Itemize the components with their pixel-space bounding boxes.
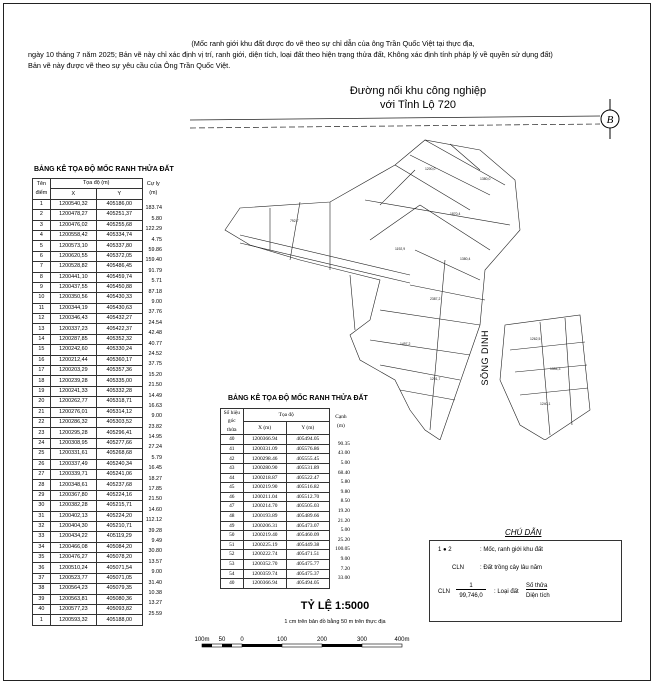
svg-text:1200,0: 1200,0 — [425, 167, 436, 171]
note-line-2: ngày 10 tháng 7 năm 2025; Bản vẽ này chỉ xác định vị trí, ranh giới, diện tích, loại đất theo hiện trạng thửa đất, Không xác định tính pháp lý về quyền sử dụng đất) — [28, 50, 553, 59]
segment-distance — [329, 583, 352, 593]
table1-header-coord: Tọa độ (m) — [50, 179, 142, 189]
segment-distance: 14.49 — [148, 392, 162, 399]
coord-x: 1200359.74 — [243, 569, 286, 579]
coord-y: 405337,80 — [96, 241, 142, 251]
table-row — [33, 199, 165, 209]
table1-header-x: X — [50, 189, 96, 199]
coord-x: 1200523,77 — [50, 573, 96, 583]
coord-x: 1200331,61 — [50, 449, 96, 459]
segment-distance: 100.05 — [335, 546, 350, 553]
table1-header-point: Tên điểm — [33, 179, 51, 200]
coord-y: 405334,74 — [96, 230, 142, 240]
svg-text:1201,7: 1201,7 — [430, 377, 441, 381]
segment-distance: 21.50 — [148, 382, 162, 389]
coord-y: 405188,00 — [96, 615, 142, 625]
segment-distance: 90.35 — [337, 440, 350, 447]
point-id: 36 — [33, 563, 51, 573]
segment-distance: 19.20 — [337, 507, 350, 514]
scale-bar-segments — [202, 644, 402, 647]
coord-y: 405512.70 — [286, 492, 329, 502]
point-id: 13 — [33, 324, 51, 334]
point-id: 40 — [221, 579, 244, 589]
point-id: 37 — [33, 573, 51, 583]
point-id: 3 — [33, 220, 51, 230]
segment-distance — [142, 619, 164, 629]
point-id: 52 — [221, 550, 244, 560]
coord-x: 1200563,81 — [50, 594, 96, 604]
coord-y: 405241,06 — [96, 469, 142, 479]
segment-distance: 9.49 — [151, 537, 162, 544]
coord-y: 405460.09 — [286, 531, 329, 541]
coord-y: 405471.51 — [286, 550, 329, 560]
note-line-3: Bản vẽ này được vẽ theo sự yêu cầu của Ông Trần Quốc Việt. — [28, 61, 231, 70]
survey-notes — [28, 38, 638, 71]
point-id: 42 — [221, 454, 244, 464]
table2-header-y: Y (m) — [286, 422, 329, 435]
coord-x: 1200346,43 — [50, 314, 96, 324]
coord-y: 405430,33 — [96, 293, 142, 303]
segment-distance: 5.80 — [340, 479, 350, 486]
segment-distance: 24.52 — [148, 350, 162, 357]
coord-y: 405071,54 — [96, 563, 142, 573]
legend-landtype-text: : Loại đất — [494, 589, 519, 595]
coord-x: 1200337,23 — [50, 324, 96, 334]
scale-tick-2: 0 — [240, 637, 244, 643]
coord-x: 1200540,32 — [50, 199, 96, 209]
coord-y: 405268,68 — [96, 449, 142, 459]
point-id: 54 — [221, 569, 244, 579]
point-id: 40 — [33, 605, 51, 615]
north-arrow-icon — [596, 99, 624, 139]
segment-distance: 59.86 — [148, 247, 162, 254]
coord-y: 405296,41 — [96, 428, 142, 438]
coord-y: 405186,00 — [96, 199, 142, 209]
svg-text:1394,3: 1394,3 — [550, 367, 561, 371]
segment-distance: 16.63 — [148, 402, 162, 409]
point-id: 28 — [33, 480, 51, 490]
coord-x: 1200402,13 — [50, 511, 96, 521]
coord-x: 1200437,55 — [50, 282, 96, 292]
coordinate-table-2 — [220, 408, 352, 589]
coord-x: 1200193.89 — [243, 511, 286, 521]
coord-x: 1200280.90 — [243, 464, 286, 474]
coord-y: 405494.05 — [286, 579, 329, 589]
scale-tick-5: 300 — [356, 637, 368, 643]
segment-distance: 122.29 — [145, 226, 162, 233]
table2-title: BẢNG KÊ TỌA ĐỘ MỐC RANH THỬA ĐẤT — [228, 395, 368, 402]
point-id: 2 — [33, 210, 51, 220]
coord-x: 1200558,42 — [50, 230, 96, 240]
segment-distance: 25.20 — [337, 536, 350, 543]
coord-x: 1200510,24 — [50, 563, 96, 573]
point-id: 19 — [33, 386, 51, 396]
coord-y: 405357,36 — [96, 366, 142, 376]
svg-text:1380,4: 1380,4 — [460, 257, 471, 261]
coord-x: 1200295,28 — [50, 428, 96, 438]
segment-distance: 30.80 — [148, 548, 162, 555]
point-id: 31 — [33, 511, 51, 521]
point-id: 15 — [33, 345, 51, 355]
coord-y: 405318,71 — [96, 397, 142, 407]
point-id: 51 — [221, 540, 244, 550]
coord-y: 405078,20 — [96, 553, 142, 563]
coord-y: 405303,52 — [96, 417, 142, 427]
coord-x: 1200367,80 — [50, 490, 96, 500]
coord-y: 405079,35 — [96, 584, 142, 594]
coord-y: 405360,17 — [96, 355, 142, 365]
coord-y: 405332,28 — [96, 386, 142, 396]
point-id: 53 — [221, 559, 244, 569]
legend-cln-symbol: CLN — [452, 565, 465, 571]
coord-x: 1200350,56 — [50, 293, 96, 303]
note-line-1: (Mốc ranh giới khu đất được đo vẽ theo sự chỉ dẫn của ông Trần Quốc Việt tại thực địa, — [191, 39, 475, 48]
coord-x: 1200262,77 — [50, 397, 96, 407]
point-id: 27 — [33, 469, 51, 479]
svg-text:1240,1: 1240,1 — [540, 402, 551, 406]
coord-x: 1200466,08 — [50, 542, 96, 552]
coord-y: 405240,34 — [96, 459, 142, 469]
coord-x: 1200434,22 — [50, 532, 96, 542]
point-id: 8 — [33, 272, 51, 282]
coord-x: 1200337,49 — [50, 459, 96, 469]
coord-x: 1200339,71 — [50, 469, 96, 479]
point-id: 48 — [221, 511, 244, 521]
coord-x: 1200276,01 — [50, 407, 96, 417]
svg-text:1192,9: 1192,9 — [395, 247, 406, 251]
table2-header-coord: Tọa độ — [243, 409, 329, 422]
coord-x: 1200476,02 — [50, 220, 96, 230]
point-id: 20 — [33, 397, 51, 407]
segment-distance: 68.40 — [337, 469, 350, 476]
scale-tick-4: 200 — [316, 637, 328, 643]
coordinate-table-1 — [32, 178, 164, 626]
coord-x: 1200219.90 — [243, 483, 286, 493]
parcel-numbers — [290, 167, 560, 406]
segment-distance: 18.27 — [148, 475, 162, 482]
point-id: 38 — [33, 584, 51, 594]
table2-header-point: Số hiệu góc thửa — [221, 409, 244, 435]
coord-x: 1200344,19 — [50, 303, 96, 313]
coord-x: 1200366.94 — [243, 435, 286, 445]
coord-y: 405432,27 — [96, 314, 142, 324]
table2-body — [221, 435, 353, 589]
coord-y: 405215,71 — [96, 501, 142, 511]
coord-x: 1200348,61 — [50, 480, 96, 490]
segment-distance: 7.20 — [340, 565, 350, 572]
scale-tick-0: 100m — [194, 637, 210, 643]
point-id: 50 — [221, 531, 244, 541]
coord-y: 405210,71 — [96, 521, 142, 531]
table2-header-dist: Cạnh (m) — [335, 414, 347, 429]
segment-distance: 9.00 — [151, 569, 162, 576]
coord-x: 1200241,33 — [50, 386, 96, 396]
coord-x: 1200211.04 — [243, 492, 286, 502]
scale-bar — [192, 632, 442, 656]
segment-distance: 16.45 — [148, 465, 162, 472]
table2-header-x: X (m) — [243, 422, 286, 435]
coord-y: 405430,63 — [96, 303, 142, 313]
svg-text:2387,2: 2387,2 — [430, 297, 441, 301]
point-id: 22 — [33, 417, 51, 427]
segment-distance: 39.28 — [148, 527, 162, 534]
coord-x: 1200476,27 — [50, 553, 96, 563]
point-id: 33 — [33, 532, 51, 542]
point-id: 11 — [33, 303, 51, 313]
coord-y: 405459,74 — [96, 272, 142, 282]
svg-text:1497,2: 1497,2 — [400, 342, 411, 346]
segment-distance: 112.12 — [145, 517, 162, 524]
segment-distance: 40.77 — [148, 340, 162, 347]
coord-y: 405071,05 — [96, 573, 142, 583]
scale-note: 1 cm trên bản đồ bằng 50 m trên thực địa — [284, 619, 386, 625]
segment-distance: 27.24 — [148, 444, 162, 451]
segment-distance: 25.59 — [148, 610, 162, 617]
point-id: 6 — [33, 251, 51, 261]
coord-x: 1200298.46 — [243, 454, 286, 464]
coord-x: 1200203,29 — [50, 366, 96, 376]
table1-header-y: Y — [96, 189, 142, 199]
coord-x: 1200222.74 — [243, 550, 286, 560]
point-id: 14 — [33, 334, 51, 344]
coord-x: 1200404,30 — [50, 521, 96, 531]
segment-distance: 9.00 — [151, 413, 162, 420]
coord-x: 1200352.70 — [243, 559, 286, 569]
point-id: 25 — [33, 449, 51, 459]
table1-title: BẢNG KÊ TỌA ĐỘ MỐC RANH THỬA ĐẤT — [34, 166, 174, 173]
coord-y: 405277,66 — [96, 438, 142, 448]
point-id: 29 — [33, 490, 51, 500]
table1-header-dist: Cự ly (m) — [146, 180, 160, 196]
segment-distance: 24.54 — [148, 319, 162, 326]
coord-y: 405505.03 — [286, 502, 329, 512]
coord-x: 1200366.94 — [243, 579, 286, 589]
legend-fraction-bottom: 99,746,0 — [459, 593, 483, 599]
legend-area: Diện tích — [526, 593, 550, 599]
coord-x: 1200286,32 — [50, 417, 96, 427]
coord-x: 1200528,82 — [50, 262, 96, 272]
point-id: 16 — [33, 355, 51, 365]
svg-text:1380,0: 1380,0 — [480, 177, 491, 181]
point-id: 26 — [33, 459, 51, 469]
coord-y: 405555.45 — [286, 454, 329, 464]
coord-y: 405422,37 — [96, 324, 142, 334]
point-id: 17 — [33, 366, 51, 376]
point-id: 18 — [33, 376, 51, 386]
legend-title: CHÚ DẪN — [505, 528, 542, 537]
coord-x: 1200564,23 — [50, 584, 96, 594]
point-id: 32 — [33, 521, 51, 531]
point-id: 49 — [221, 521, 244, 531]
point-id: 40 — [221, 435, 244, 445]
point-id: 10 — [33, 293, 51, 303]
point-id: 41 — [221, 444, 244, 454]
east-parcel-area — [500, 315, 590, 440]
segment-distance: 5.00 — [340, 460, 350, 466]
river-label: SÔNG DINH — [480, 330, 490, 386]
segment-distance: 14.60 — [148, 506, 162, 513]
point-id: 12 — [33, 314, 51, 324]
coord-y: 405475.77 — [286, 559, 329, 569]
point-id: 23 — [33, 428, 51, 438]
segment-distance: 37.76 — [148, 309, 162, 316]
scale-tick-3: 100 — [276, 637, 288, 643]
coord-x: 1200242,60 — [50, 345, 96, 355]
segment-distance: 33.00 — [337, 575, 350, 582]
point-id: 21 — [33, 407, 51, 417]
coord-x: 1200382,28 — [50, 501, 96, 511]
coord-y: 405473.07 — [286, 521, 329, 531]
coord-y: 405224,20 — [96, 511, 142, 521]
coord-y: 405494.05 — [286, 435, 329, 445]
coord-y: 405576.86 — [286, 444, 329, 454]
coord-y: 405080,36 — [96, 594, 142, 604]
legend-landtype-symbol: CLN — [438, 589, 451, 595]
coord-y: 405224,16 — [96, 490, 142, 500]
segment-distance: 5.79 — [151, 454, 162, 461]
coord-x: 1200239,28 — [50, 376, 96, 386]
segment-distance: 15.20 — [148, 371, 162, 378]
point-id: 34 — [33, 542, 51, 552]
coord-y: 405449.38 — [286, 540, 329, 550]
coord-x: 1200573,10 — [50, 241, 96, 251]
point-id: 1 — [33, 199, 51, 209]
road-lines — [190, 116, 600, 128]
road-title-line-2: với Tỉnh Lộ 720 — [379, 99, 457, 111]
coord-y: 405255,68 — [96, 220, 142, 230]
coord-x: 1200593,32 — [50, 615, 96, 625]
legend-boundary-symbol: 1 ● 2 — [438, 547, 452, 553]
coord-x: 1200212,44 — [50, 355, 96, 365]
coord-x: 1200478,27 — [50, 210, 96, 220]
coord-x: 1200620,55 — [50, 251, 96, 261]
segment-distance: 13.27 — [148, 600, 162, 607]
coord-y: 405314,12 — [96, 407, 142, 417]
coord-y: 405330,24 — [96, 345, 142, 355]
point-id: 46 — [221, 492, 244, 502]
road-title — [318, 84, 518, 112]
coord-y: 405522.47 — [286, 473, 329, 483]
segment-distance: 37.75 — [148, 361, 162, 368]
road-title-line-1: Đường nối khu công nghiệp — [349, 85, 487, 97]
segment-distance: 159.40 — [145, 257, 162, 264]
point-id: 30 — [33, 501, 51, 511]
north-symbol: B — [606, 114, 614, 126]
coord-x: 1200214.70 — [243, 502, 286, 512]
point-id: 45 — [221, 483, 244, 493]
coord-y: 405352,32 — [96, 334, 142, 344]
coord-y: 405516.82 — [286, 483, 329, 493]
point-id: 5 — [33, 241, 51, 251]
scale-tick-6: 400m — [394, 637, 410, 643]
table1-body — [33, 199, 165, 625]
coord-y: 405335,00 — [96, 376, 142, 386]
svg-text:1262,5: 1262,5 — [530, 337, 541, 341]
legend-parcel-number: Số thửa — [526, 583, 548, 589]
point-id: 1 — [33, 615, 51, 625]
legend-fraction-top: 1 — [456, 583, 486, 590]
segment-distance: 183.74 — [145, 205, 162, 212]
scale-tick-1: 50 — [218, 637, 226, 643]
segment-distance: 8.50 — [340, 498, 350, 505]
coord-y: 405093,82 — [96, 605, 142, 615]
point-id: 24 — [33, 438, 51, 448]
coord-x: 1200331.09 — [243, 444, 286, 454]
coord-y: 405372,05 — [96, 251, 142, 261]
segment-distance: 21.50 — [148, 496, 162, 503]
coord-x: 1200225.19 — [243, 540, 286, 550]
coord-x: 1200577,23 — [50, 605, 96, 615]
point-id: 44 — [221, 473, 244, 483]
point-id: 4 — [33, 230, 51, 240]
svg-text:792,7: 792,7 — [290, 219, 299, 223]
coord-y: 405486,45 — [96, 262, 142, 272]
svg-text:1870,4: 1870,4 — [450, 212, 461, 216]
segment-distance: 14.95 — [148, 434, 162, 441]
coord-y: 405475.37 — [286, 569, 329, 579]
segment-distance: 5.80 — [151, 215, 162, 222]
segment-distance: 87.18 — [148, 288, 162, 295]
segment-distance: 42.48 — [148, 330, 162, 337]
point-id: 9 — [33, 282, 51, 292]
segment-distance: 13.57 — [148, 558, 162, 565]
point-id: 43 — [221, 464, 244, 474]
coord-y: 405251,37 — [96, 210, 142, 220]
legend-boundary-text: : Mốc, ranh giới khu đất — [480, 547, 543, 553]
coord-x: 1200308,95 — [50, 438, 96, 448]
coord-x: 1200219.40 — [243, 531, 286, 541]
segment-distance: 5.00 — [340, 527, 350, 534]
segment-distance: 4.75 — [151, 236, 162, 243]
segment-distance: 10.38 — [148, 589, 162, 596]
segment-distance: 17.85 — [148, 486, 162, 493]
point-id: 47 — [221, 502, 244, 512]
coord-x: 1200206.31 — [243, 521, 286, 531]
coord-y: 405237,68 — [96, 480, 142, 490]
coord-y: 405450,88 — [96, 282, 142, 292]
segment-distance: 43.00 — [337, 450, 350, 457]
segment-distance: 31.40 — [148, 579, 162, 586]
segment-distance: 5.71 — [151, 278, 162, 285]
legend — [429, 540, 622, 622]
segment-distance: 9.80 — [340, 488, 350, 495]
coord-y: 405489.66 — [286, 511, 329, 521]
scale-title: TỶ LỆ 1:5000 — [300, 600, 370, 612]
cadastral-map — [180, 110, 600, 440]
point-id: 7 — [33, 262, 51, 272]
segment-distance: 21.20 — [337, 517, 350, 524]
legend-cln-text: : Đất trồng cây lâu năm — [480, 565, 543, 571]
coord-y: 405119,29 — [96, 532, 142, 542]
coord-x: 1200218.87 — [243, 473, 286, 483]
segment-distance: 9.00 — [151, 298, 162, 305]
coord-y: 405084,20 — [96, 542, 142, 552]
table-row — [221, 435, 353, 445]
segment-distance: 91.79 — [148, 267, 162, 274]
point-id: 35 — [33, 553, 51, 563]
coord-y: 405531.89 — [286, 464, 329, 474]
segment-distance: 9.00 — [340, 555, 350, 562]
point-id: 39 — [33, 594, 51, 604]
coord-x: 1200287,85 — [50, 334, 96, 344]
segment-distance: 23.82 — [148, 423, 162, 430]
coord-x: 1200441,10 — [50, 272, 96, 282]
